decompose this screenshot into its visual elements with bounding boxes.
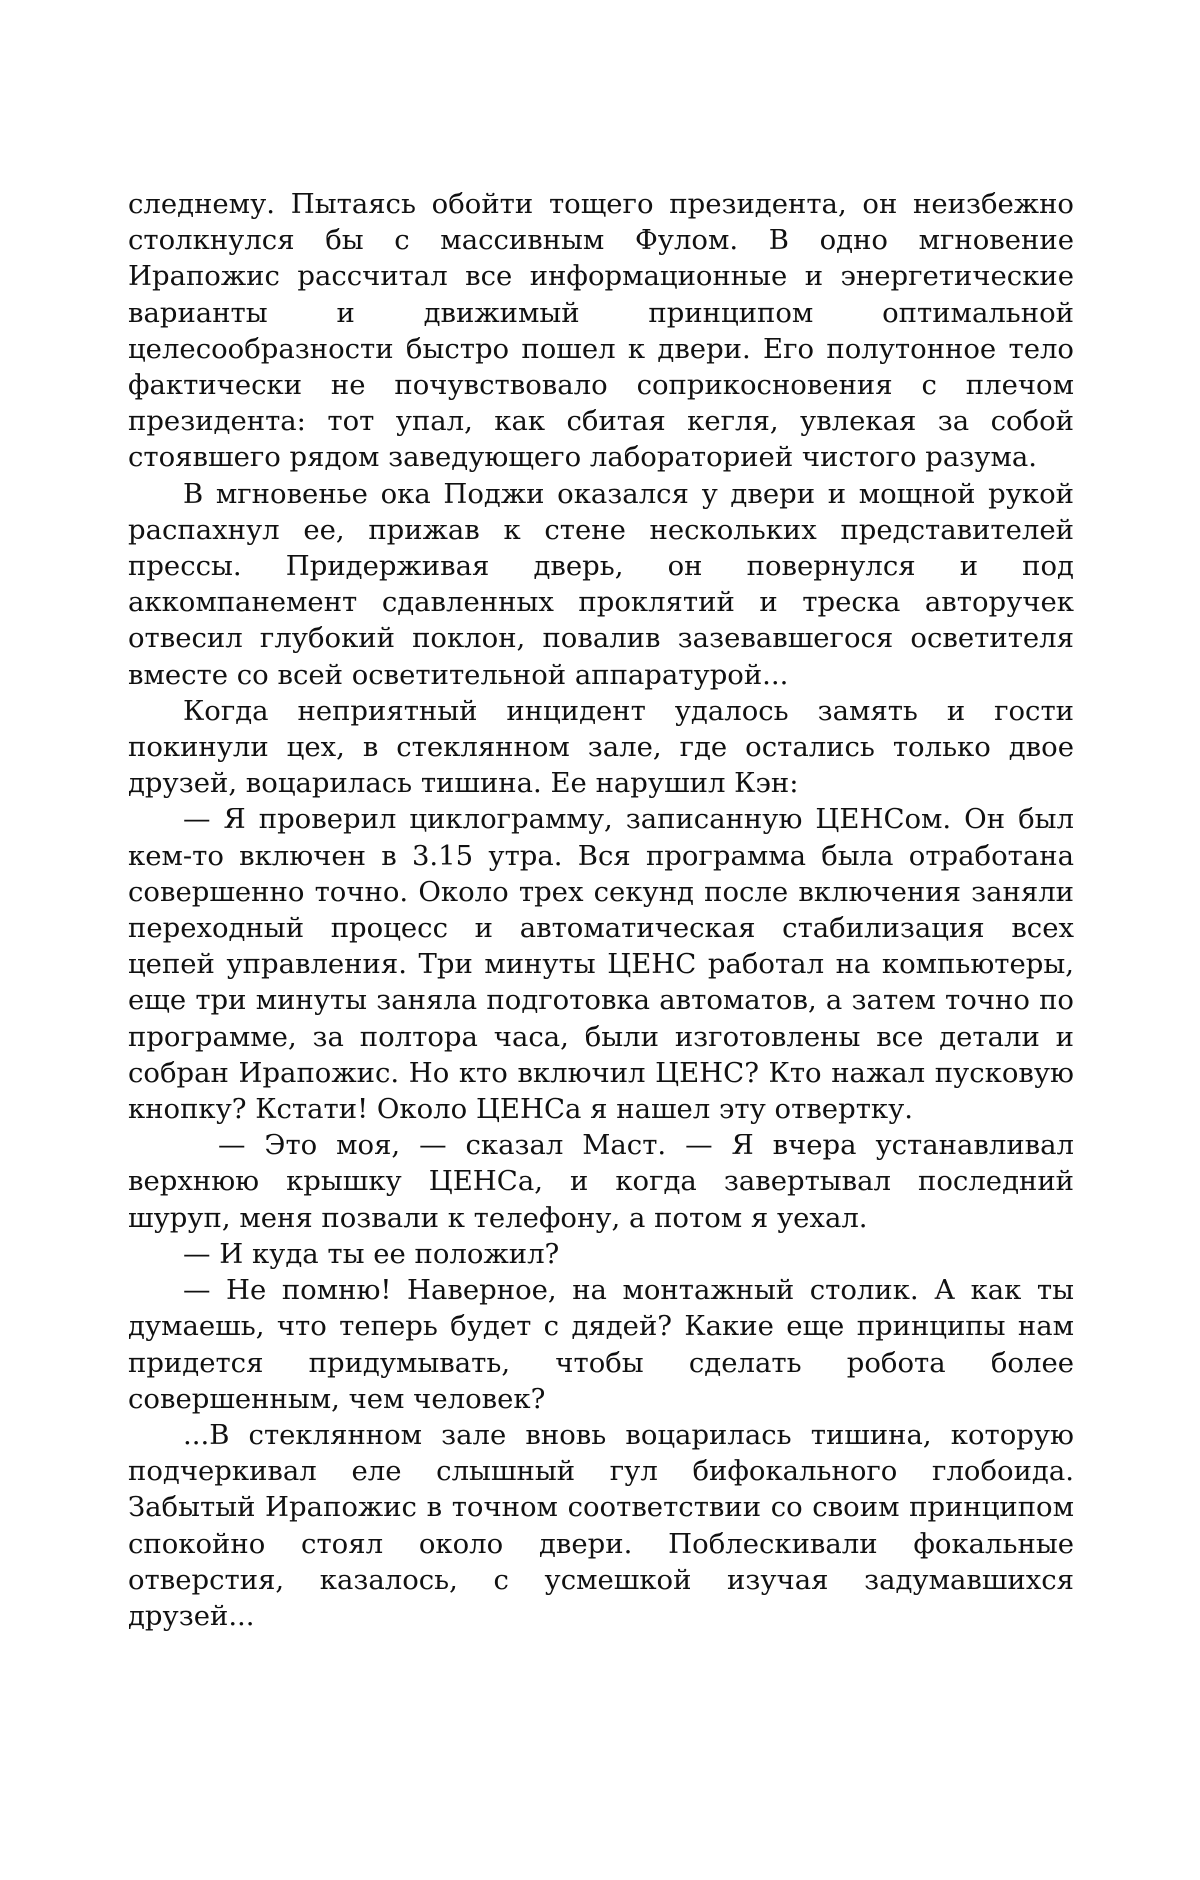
paragraph-continuation: следнему. Пытаясь обойти тощего президента, он неизбежно столкнулся бы с массивным Фулом. В одно мгновение Ирапожис рассчитал все информационные и энергетические варианты и движимый принципом оптимальной целесообразности быстро пошел к двери. Его полутонное тело фактически не почувствовало соприкосновения с плечом президента: тот упал, как сбитая кегля, увлекая за собой стоявшего рядом заведующего лабораторией чистого разума.	[128, 188, 1074, 474]
book-page-text	[128, 186, 1074, 1634]
dialogue-paragraph: — Это моя, — сказал Маст. — Я вчера устанавливал верхнюю крышку ЦЕНСа, и когда завертывал последний шуруп, меня позвали к телефону, а потом я уехал.	[128, 1129, 1074, 1234]
paragraph: Когда неприятный инцидент удалось замять и гости покинули цех, в стеклянном зале, где остались только двое друзей, воцарилась тишина. Ее нарушил Кэн:	[128, 694, 1074, 800]
paragraph: ...В стеклянном зале вновь воцарилась тишина, которую подчеркивал еле слышный гул бифокального глобоида. Забытый Ирапожис в точном соответствии со своим принципом спокойно стоял около двери. Поблескивали фокальные отверстия, казалось, с усмешкой изучая задумавшихся друзей...	[128, 1418, 1074, 1632]
dialogue-paragraph: — И куда ты ее положил?	[183, 1237, 560, 1270]
dialogue-paragraph: — Я проверил циклограмму, записанную ЦЕНСом. Он был кем-то включен в 3.15 утра. Вся программа была отработана совершенно точно. Около трех секунд после включения заняли переходный процесс и автоматическая стабилизация всех цепей управления. Три минуты ЦЕНС работал на компьютеры, еще три минуты заняла подготовка автоматов, а затем точно по программе, за полтора часа, были изготовлены все детали и собран Ирапожис. Но кто включил ЦЕНС? Кто нажал пусковую кнопку? Кстати! Около ЦЕНСа я нашел эту отвертку.	[128, 803, 1074, 1126]
paragraph: В мгновенье ока Поджи оказался у двери и мощной рукой распахнул ее, прижав к стене нескольких представителей прессы. Придерживая дверь, он повернулся и под аккомпанемент сдавленных проклятий и треска авторучек отвесил глубокий поклон, повалив зазевавшегося осветителя вместе со всей осветительной аппаратурой...	[128, 477, 1074, 691]
dialogue-paragraph: — Не помню! Наверное, на монтажный столик. А как ты думаешь, что теперь будет с дядей? Какие еще принципы нам придется придумывать, чтобы сделать робота более совершенным, чем человек?	[128, 1274, 1074, 1415]
